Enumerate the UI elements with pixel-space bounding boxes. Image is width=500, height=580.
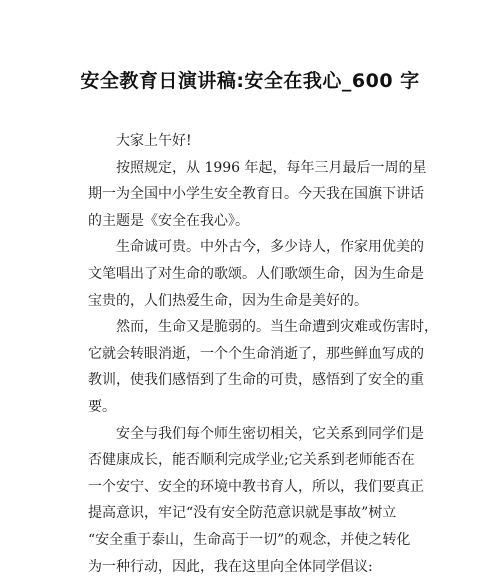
- text-line: 为一种行动，因此，我在这里向全体同学倡议:: [88, 554, 418, 580]
- text-line: 安全与我们每个师生密切相关，它关系到同学们是: [88, 421, 418, 448]
- text-line: 然而，生命又是脆弱的。当生命遭到灾难或伤害时，: [88, 314, 418, 341]
- text-line: 文笔唱出了对生命的歌颂。人们歌颂生命，因为生命是: [88, 261, 418, 288]
- text-line: 教训，使我们感悟到了生命的可贵，感悟到了安全的重: [88, 367, 418, 394]
- text-line: 提高意识，牢记“没有安全防范意识就是事故”树立: [88, 500, 418, 527]
- document-body: [88, 128, 418, 580]
- text-line: 否健康成长，能否顺利完成学业;它关系到老师能否在: [88, 447, 418, 474]
- text-line: 按照规定，从 1996 年起，每年三月最后一周的星: [88, 155, 418, 182]
- text-line: 要。: [88, 394, 418, 421]
- text-line: 的主题是《安全在我心》。: [88, 208, 418, 235]
- text-line: 大家上午好!: [88, 128, 418, 155]
- text-line: 一个安宁、安全的环境中教书育人，所以，我们要真正: [88, 474, 418, 501]
- document-title: 安全教育日演讲稿:安全在我心_600 字: [0, 66, 500, 93]
- text-line: 期一为全国中小学生安全教育日。今天我在国旗下讲话: [88, 181, 418, 208]
- text-line: 宝贵的，人们热爱生命，因为生命是美好的。: [88, 288, 418, 315]
- text-line: 它就会转眼消逝，一个个生命消逝了，那些鲜血写成的: [88, 341, 418, 368]
- text-line: “安全重于泰山，生命高于一切”的观念，并使之转化: [88, 527, 418, 554]
- text-line: 生命诚可贵。中外古今，多少诗人，作家用优美的: [88, 234, 418, 261]
